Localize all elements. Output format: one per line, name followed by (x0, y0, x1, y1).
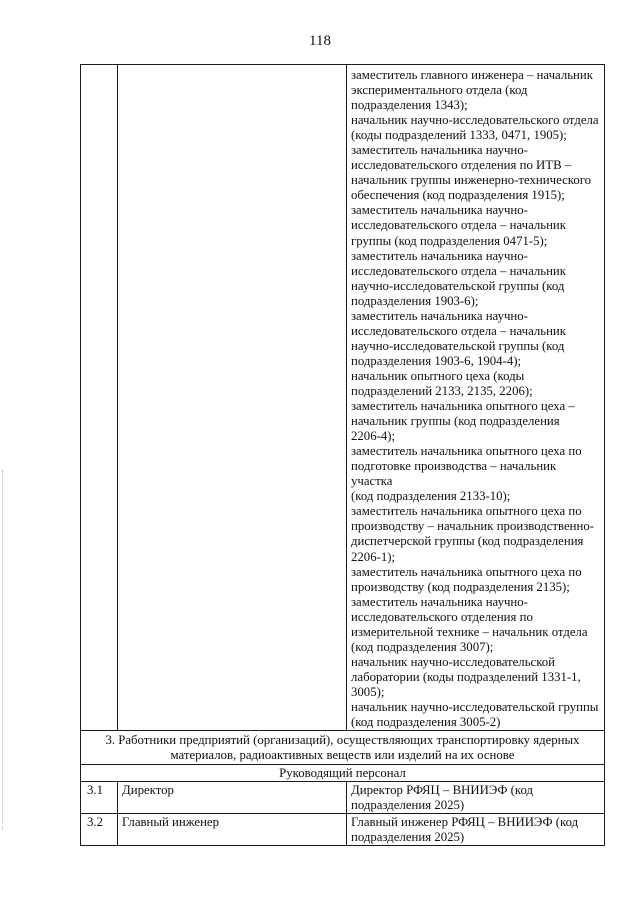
position-list-line: лаборатории (коды подразделений 1331-1, (351, 669, 581, 684)
continuation-position-cell (118, 65, 347, 731)
position-list-line: подразделений 2133, 2135, 2206); (351, 383, 533, 398)
section-heading-cell (81, 731, 605, 765)
row-detail-cell (347, 782, 605, 814)
position-list-line: 2206-4); (351, 429, 396, 444)
continuation-positions-list (347, 65, 604, 730)
position-list-line: начальник научно-исследовательской (351, 654, 556, 669)
position-list-line: производству (код подразделения 2135); (351, 579, 570, 594)
table-row (81, 782, 605, 814)
position-list-line: диспетчерской группы (код подразделения (351, 534, 584, 549)
position-list-line: заместитель начальника опытного цеха – (351, 399, 575, 414)
row-position-cell (118, 782, 347, 814)
page-number: 118 (309, 33, 331, 49)
continuation-row (81, 65, 605, 731)
row-number: 3.1 (87, 783, 103, 798)
position-list-line: 3005); (351, 684, 385, 699)
row-detail-cell (347, 814, 605, 846)
section-heading-row (81, 731, 605, 765)
position-list-line: (код подразделения 3007); (351, 639, 494, 654)
table-row (81, 814, 605, 846)
row-detail (347, 782, 604, 813)
position-list-line: подразделения 1343); (351, 98, 468, 113)
position-list-line: исследовательского отдела – начальник (351, 263, 566, 278)
position-list-line: группы (код подразделения 0471-5); (351, 233, 548, 248)
scan-margin-mark (2, 470, 4, 830)
row-detail-line1: Главный инженер РФЯЦ – ВНИИЭФ (код (351, 815, 579, 830)
row-detail (347, 814, 604, 845)
subheading-cell (81, 765, 605, 782)
row-detail-line1: Директор РФЯЦ – ВНИИЭФ (код (351, 783, 534, 798)
positions-table (80, 64, 605, 846)
position-list-line: (код подразделения 2133-10); (351, 489, 511, 504)
position-list-line: измерительной технике – начальник отдела (351, 624, 588, 639)
position-list-line: заместитель начальника опытного цеха по (351, 564, 582, 579)
position-list-line: подразделения 1903-6); (351, 293, 479, 308)
position-list-line: начальник научно-исследовательской группы (351, 699, 599, 714)
position-list-line: заместитель начальника научно- (351, 594, 528, 609)
continuation-details-cell (347, 65, 605, 731)
position-list-line: (коды подразделений 1333, 0471, 1905); (351, 128, 567, 143)
row-detail-line2: подразделения 2025) (351, 798, 465, 813)
position-list-line: подразделения 1903-6, 1904-4); (351, 353, 522, 368)
position-list-line: исследовательского отделения по ИТВ – (351, 158, 572, 173)
position-list-line: заместитель начальника научно- (351, 203, 528, 218)
position-list-line: 2206-1); (351, 549, 396, 564)
section-heading (81, 731, 604, 764)
position-list-line: начальник научно-исследовательского отдела (351, 113, 599, 128)
position-list-line: исследовательского отдела – начальник (351, 323, 566, 338)
position-list-line: начальник группы (код подразделения (351, 414, 560, 429)
position-list-line: производству – начальник производственно- (351, 519, 595, 534)
row-number-cell (81, 814, 118, 846)
position-list-line: начальник опытного цеха (коды (351, 368, 525, 383)
position-list-line: исследовательского отделения по (351, 609, 533, 624)
position-list-line: экспериментального отдела (код (351, 83, 528, 98)
position-list-line: обеспечения (код подразделения 1915); (351, 188, 565, 203)
position-list-line: (код подразделения 3005-2) (351, 715, 501, 730)
continuation-num-cell (81, 65, 118, 731)
row-position: Директор (122, 783, 174, 798)
row-number-cell (81, 782, 118, 814)
position-list-line: заместитель начальника опытного цеха по (351, 444, 582, 459)
position-list-line: заместитель начальника научно- (351, 143, 528, 158)
position-list-line: научно-исследовательской группы (код (351, 278, 565, 293)
position-list-line: заместитель начальника научно- (351, 308, 528, 323)
row-position: Главный инженер (122, 815, 220, 830)
section-heading-line1: 3. Работники предприятий (организаций), осуществляющих транспортировку ядерных (105, 733, 580, 748)
position-list-line: исследовательского отдела – начальник (351, 218, 566, 233)
position-list-line: научно-исследовательской группы (код (351, 338, 565, 353)
row-position-cell (118, 814, 347, 846)
position-list-line: заместитель главного инженера – начальник (351, 68, 593, 82)
position-list-line: заместитель начальника научно- (351, 248, 528, 263)
subheading: Руководящий персонал (279, 766, 406, 781)
row-detail-line2: подразделения 2025) (351, 830, 465, 845)
position-list-line: начальник группы инженерно-технического (351, 173, 592, 188)
section-heading-line2: материалов, радиоактивных веществ или изделий на их основе (170, 748, 515, 763)
subheading-row (81, 765, 605, 782)
position-list-line: заместитель начальника опытного цеха по (351, 504, 582, 519)
row-number: 3.2 (87, 815, 103, 830)
position-list-line: подготовке производства – начальник участка (351, 459, 557, 489)
